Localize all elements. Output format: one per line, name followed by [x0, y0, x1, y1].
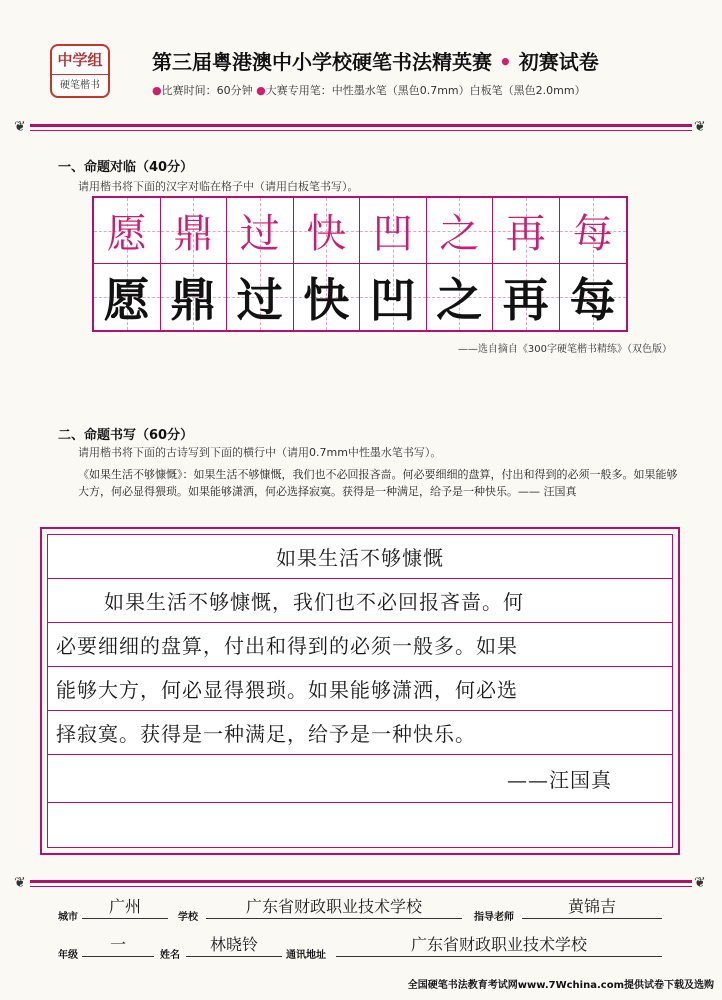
copy-cell [94, 264, 161, 330]
address-label: 通讯地址 [286, 950, 326, 961]
copy-cell [493, 264, 560, 330]
copy-cell [294, 264, 361, 330]
model-cell [94, 198, 161, 264]
writing-lines [47, 534, 673, 848]
copy-char: 鼎 [170, 273, 217, 327]
grade-field[interactable]: 一 [82, 934, 154, 957]
model-cell [493, 198, 560, 264]
ornament-icon: ❦ [14, 875, 26, 891]
copy-char: 之 [436, 273, 483, 327]
section1-instruction: 请用楷书将下面的汉字对临在格子中（请用白板笔书写）。 [78, 180, 359, 193]
footer-divider-thin [30, 886, 692, 887]
teacher-field[interactable]: 黄锦吉 [522, 896, 662, 919]
model-char: 每 [572, 211, 613, 257]
writing-frame [40, 527, 680, 855]
copy-char: 每 [569, 273, 616, 327]
title-suffix: 初赛试卷 [518, 50, 599, 74]
copy-char: 快 [303, 273, 350, 327]
bullet-icon: ● [256, 84, 266, 97]
poem-passage: 《如果生活不够慷慨》：如果生活不够慷慨，我们也不必回报吝啬。何必要细细的盘算，付出和得到的必须一般多。如果能够大方，何必显得猥琐。如果能够潇洒，何必选择寂寞。获得是一种满足，给予是一种快乐。—— 汪国真 [78, 468, 678, 498]
grade-label: 年级 [58, 950, 78, 961]
group-badge [50, 44, 110, 98]
model-char: 凹 [372, 211, 413, 257]
header-divider [30, 124, 692, 127]
section2-instruction: 请用楷书将下面的古诗写到下面的横行中（请用0.7mm中性墨水笔书写）。 [78, 446, 442, 459]
bullet-icon: ● [152, 84, 162, 97]
written-line-empty [48, 803, 672, 847]
footer-divider [30, 880, 692, 883]
model-char: 快 [306, 211, 347, 257]
address-field[interactable]: 广东省财政职业技术学校 [336, 934, 662, 957]
badge-style: 硬笔楷书 [60, 80, 100, 91]
name-field[interactable]: 林晓铃 [186, 934, 282, 957]
copy-cell [227, 264, 294, 330]
model-cell [161, 198, 228, 264]
model-cell [294, 198, 361, 264]
copy-cell [427, 264, 494, 330]
ornament-icon: ❦ [14, 119, 26, 135]
section1-title: 一、命题对临（40分） [58, 160, 194, 175]
written-line: 能够大方，何必显得猥琐。如果能够潇洒，何必选 [48, 667, 672, 711]
written-signature: ——汪国真 [48, 755, 672, 803]
model-char: 鼎 [173, 211, 214, 257]
exam-time: 比赛时间：60分钟 [161, 84, 253, 97]
city-label: 城市 [58, 912, 78, 923]
section2-title: 二、命题书写（60分） [58, 428, 194, 443]
copy-char: 过 [236, 273, 283, 327]
written-line: 如果生活不够慷慨，我们也不必回报吝啬。何 [48, 579, 672, 623]
written-line: 择寂寞。获得是一种满足，给予是一种快乐。 [48, 711, 672, 755]
badge-group: 中学组 [52, 46, 108, 75]
copy-char: 凹 [369, 273, 416, 327]
title-dot: • [498, 50, 512, 74]
school-field[interactable]: 广东省财政职业技术学校 [206, 896, 462, 919]
city-field[interactable]: 广州 [82, 896, 168, 919]
copy-char: 再 [502, 273, 549, 327]
model-char: 之 [439, 211, 480, 257]
model-cell [227, 198, 294, 264]
written-line: 必要细细的盘算，付出和得到的必须一般多。如果 [48, 623, 672, 667]
copy-grid [92, 196, 628, 332]
exam-pens: 大赛专用笔：中性墨水笔（黑色0.7mm）白板笔（黑色2.0mm） [265, 84, 586, 97]
copy-cell [560, 264, 627, 330]
name-label: 姓名 [160, 950, 180, 961]
teacher-label: 指导老师 [474, 912, 514, 923]
source-citation: ——选自摘自《300字硬笔楷书精练》（双色版） [457, 344, 672, 355]
copy-cell [360, 264, 427, 330]
model-char: 愿 [106, 211, 147, 257]
page-title [152, 46, 599, 75]
title-main: 第三届粤港澳中小学校硬笔书法精英赛 [152, 50, 492, 74]
header-divider-thin [30, 130, 692, 131]
school-label: 学校 [178, 912, 198, 923]
model-cell [427, 198, 494, 264]
website-note: 全国硬笔书法教育考试网www.7Wchina.com提供试卷下载及选购 [407, 980, 714, 991]
model-char: 再 [505, 211, 546, 257]
model-char: 过 [239, 211, 280, 257]
model-cell [560, 198, 627, 264]
copy-char: 愿 [103, 273, 150, 327]
ornament-icon: ❦ [694, 875, 706, 891]
ornament-icon: ❦ [694, 119, 706, 135]
copy-cell [161, 264, 228, 330]
written-title: 如果生活不够慷慨 [48, 535, 672, 579]
model-cell [360, 198, 427, 264]
exam-info [152, 82, 586, 98]
